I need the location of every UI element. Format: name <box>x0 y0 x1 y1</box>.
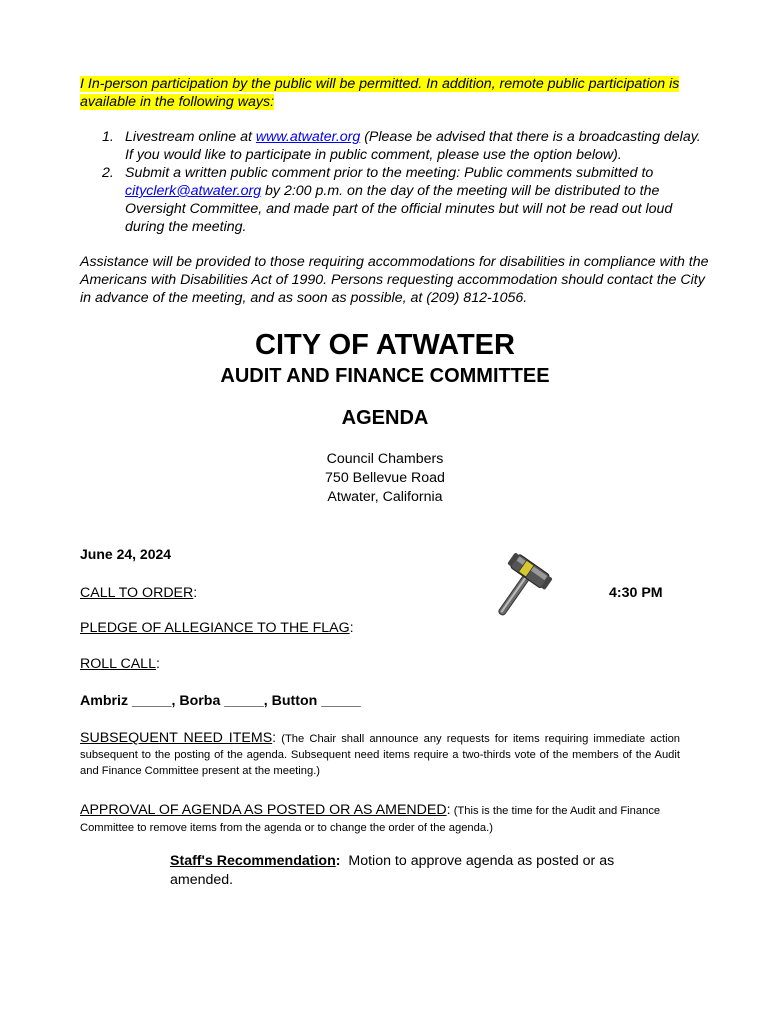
staff-recommendation-text: Motion to approve agenda as posted or as amended. <box>170 853 615 888</box>
roll-call-label: ROLL CALL <box>80 656 156 672</box>
accessibility-notice: Assistance will be provided to those requiring accommodations for disabilities in compliance with the Americans with Disabilities Act of 1990. Persons requesting accommodation should contact the City in advance of the meeting, and as soon as possible, at (209) 812-1056. <box>80 254 709 306</box>
address-line: 750 Bellevue Road <box>325 470 445 486</box>
participation-notice <box>80 75 710 111</box>
pledge-label: PLEDGE OF ALLEGIANCE TO THE FLAG <box>80 620 350 636</box>
staff-recommendation: Staff's Recommendation: Motion to approve agenda as posted or as amended. <box>170 853 615 888</box>
roll-call-names: Ambriz _____, Borba _____, Button _____ <box>80 693 361 709</box>
approval-of-agenda: APPROVAL OF AGENDA AS POSTED OR AS AMENDED: (This is the time for the Audit and Finance Committee to remove items from the agenda or to change the order of the agenda.) <box>80 802 661 834</box>
subsequent-need-items: SUBSEQUENT NEED ITEMS: (The Chair shall announce any requests for items requiring immediate action subsequent to the posting of the agenda. Subsequent need items require a two-thirds vote of the members of the Audit and Finance Committee present at the meeting.) <box>80 730 681 777</box>
roll-call-item: ROLL CALL: <box>80 656 160 672</box>
list-text-post: (Please be advised that there is a broadcasting delay. If you would like to participate in public comment, please use the option below). <box>125 129 701 163</box>
list-item <box>80 164 710 236</box>
approval-heading: APPROVAL OF AGENDA AS POSTED OR AS AMENDED <box>80 802 447 818</box>
call-to-order-label: CALL TO ORDER <box>80 585 194 601</box>
pledge-item: PLEDGE OF ALLEGIANCE TO THE FLAG: <box>80 620 354 636</box>
subsequent-need-text: (The Chair shall announce any requests for items requiring immediate action subsequent to the posting of the agenda. Subsequent need items require a two-thirds vote of the members of the Audit and Finance Committee present at the meeting.) <box>80 733 681 777</box>
gavel-icon <box>494 553 564 623</box>
subsequent-need-heading: SUBSEQUENT NEED ITEMS <box>80 730 273 746</box>
list-number: 1. <box>102 129 114 145</box>
committee-name: AUDIT AND FINANCE COMMITTEE <box>220 365 550 387</box>
list-number: 2. <box>102 165 114 181</box>
participation-options-list <box>80 128 710 236</box>
list-text-post: by 2:00 p.m. on the day of the meeting will be distributed to the Oversight Committee, and made part of the official minutes but will not be read out loud during the meeting. <box>125 183 673 235</box>
call-to-order-time: 4:30 PM <box>609 585 663 601</box>
page-title: CITY OF ATWATER <box>255 329 515 361</box>
list-text-pre: Submit a written public comment prior to the meeting: Public comments submitted to <box>125 165 654 181</box>
participation-intro: I In-person participation by the public will be permitted. In addition, remote public participation is available in the following ways: <box>80 76 680 110</box>
agenda-heading: AGENDA <box>341 407 429 429</box>
list-item <box>80 128 710 164</box>
website-link[interactable]: www.atwater.org <box>255 129 361 145</box>
staff-recommendation-label: Staff's Recommendation <box>170 853 336 869</box>
call-to-order: CALL TO ORDER: <box>80 585 198 601</box>
list-text-pre: Livestream online at <box>125 129 256 145</box>
meeting-date: June 24, 2024 <box>80 546 172 562</box>
address-line: Council Chambers <box>326 451 444 467</box>
email-link[interactable]: cityclerk@atwater.org <box>125 183 262 199</box>
address-line: Atwater, California <box>327 489 443 505</box>
approval-text: (This is the time for the Audit and Finance Committee to remove items from the agenda or to change the order of the agenda.) <box>80 805 661 834</box>
meeting-address <box>0 450 770 507</box>
